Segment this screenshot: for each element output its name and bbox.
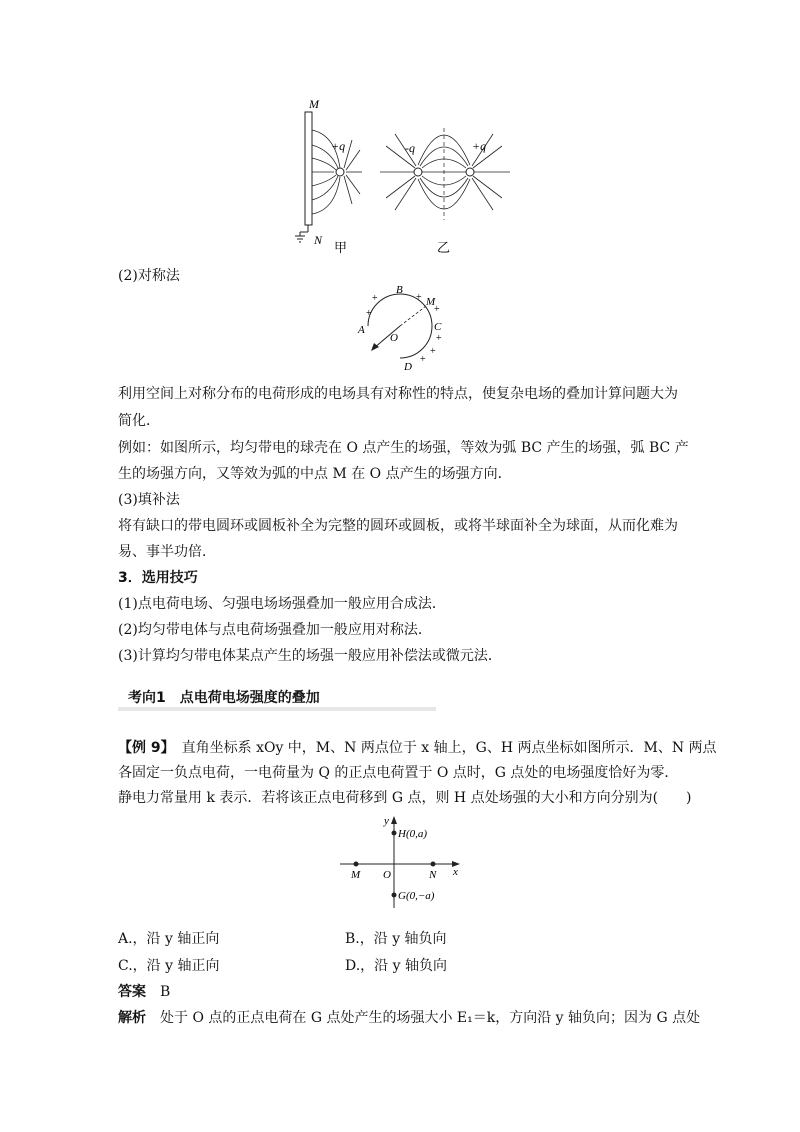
point-N — [431, 862, 436, 867]
label-A: A — [358, 324, 365, 336]
label-C: C — [434, 321, 442, 333]
svg-text:+: + — [434, 304, 440, 315]
option-C[interactable]: C.，沿 y 轴正向 — [118, 958, 220, 974]
point-H — [392, 831, 397, 836]
example-text-line1: 直角坐标系 xOy 中，M、N 两点位于 x 轴上，G、H 两点坐标如图所示．M、N 两点 — [181, 740, 717, 756]
point-M — [354, 862, 359, 867]
label-N-fig1: N — [314, 233, 323, 247]
fill-line1: 将有缺口的带电圆环或圆板补全为完整的圆环或圆板，或将半球面补全为球面，从而化难为 — [118, 518, 678, 534]
fill-heading: (3)填补法 — [118, 492, 180, 508]
option-B[interactable]: B.，沿 y 轴负向 — [345, 931, 447, 947]
example-line2: 各固定一负点电荷，一电荷量为 Q 的正点电荷置于 O 点时，G 点处的电场强度恰好为零． — [118, 765, 679, 781]
answer-line — [118, 982, 698, 1002]
symmetry-para1-line2: 简化． — [118, 413, 160, 429]
analysis-label: 解析 — [118, 1010, 146, 1026]
symmetry-para2-line2: 生的场强方向，又等效为弧的中点 M 在 O 点产生的场强方向． — [118, 466, 512, 482]
caption-yi: 乙 — [437, 240, 451, 255]
analysis-line — [118, 1008, 701, 1028]
ground-symbol — [295, 232, 308, 242]
field-lines-yi — [380, 134, 510, 210]
example-tag: 【例 9】 — [118, 740, 175, 756]
hemisphere-figure — [0, 286, 800, 376]
charge-plus-q-yi — [466, 168, 474, 176]
svg-text:+: + — [366, 308, 372, 319]
heading-underline — [118, 707, 436, 711]
analysis-text: 处于 O 点的正点电荷在 G 点处产生的场强大小 E₁＝k，方向沿 y 轴负向；因为 G 点处 — [160, 1010, 701, 1026]
example-line1 — [118, 738, 717, 758]
symmetry-para1-line1: 利用空间上对称分布的电荷形成的电场具有对称性的特点，使复杂电场的叠加计算问题大为 — [118, 386, 678, 402]
svg-text:+: + — [416, 292, 422, 303]
y-axis-label: y — [384, 815, 389, 827]
label-H: H(0,a) — [398, 828, 428, 840]
label-O-fig3: O — [383, 869, 391, 881]
dashed-radius — [400, 306, 426, 326]
option-D[interactable]: D.，沿 y 轴负向 — [345, 958, 447, 974]
svg-text:+: + — [420, 354, 426, 365]
tips-heading: 3．选用技巧 — [118, 570, 198, 586]
direction-heading-box — [118, 683, 436, 711]
label-O: O — [390, 332, 398, 344]
symmetry-heading: (2)对称法 — [118, 268, 180, 284]
label-plus-q-yi: +q — [472, 139, 487, 153]
label-M-fig2: M — [426, 296, 436, 308]
label-G: G(0,−a) — [398, 890, 435, 902]
label-D: D — [404, 361, 412, 373]
direction-heading: 考向1 点电荷电场强度的叠加 — [128, 690, 320, 706]
tip-1: (1)点电荷电场、匀强电场场强叠加一般应用合成法． — [118, 596, 446, 612]
tip-3: (3)计算均匀带电体某点产生的场强一般应用补偿法或微元法． — [118, 648, 502, 664]
field-lines-figure — [0, 0, 800, 260]
label-M-fig1: M — [309, 97, 319, 111]
tip-2: (2)均匀带电体与点电荷场强叠加一般应用对称法． — [118, 622, 432, 638]
answer-value: B — [160, 984, 171, 1000]
label-plus-q-jia: +q — [331, 139, 346, 153]
svg-text:+: + — [372, 293, 378, 304]
charge-minus-q — [414, 168, 422, 176]
symmetry-para2-line1: 例如：如图所示，均匀带电的球壳在 O 点产生的场强，等效为弧 BC 产生的场强，弧 BC 产 — [118, 440, 689, 456]
label-minus-q: -q — [405, 141, 415, 155]
label-N-fig3: N — [429, 869, 437, 881]
svg-text:+: + — [430, 346, 436, 357]
svg-text:+: + — [436, 333, 442, 344]
caption-jia: 甲 — [334, 240, 348, 255]
label-B: B — [396, 286, 403, 296]
answer-label: 答案 — [118, 984, 146, 1000]
x-axis-label: x — [453, 866, 458, 878]
label-M-fig3: M — [351, 869, 361, 881]
charge-plus-q-jia — [336, 168, 344, 176]
point-G — [392, 893, 397, 898]
metal-plate — [305, 112, 312, 225]
option-A[interactable]: A.，沿 y 轴正向 — [118, 931, 220, 947]
coordinate-figure — [0, 812, 800, 912]
example-line3: 静电力常量用 k 表示．若将该正点电荷移到 G 点，则 H 点处场强的大小和方向分别为( ) — [118, 790, 692, 806]
fill-line2: 易、事半功倍． — [118, 544, 216, 560]
